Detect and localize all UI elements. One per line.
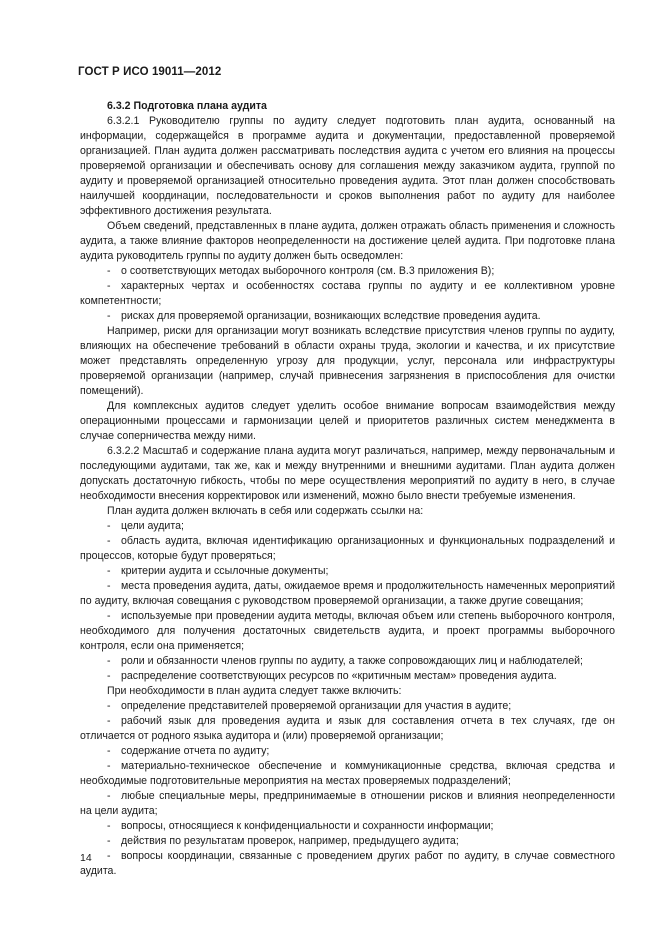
paragraph: Объем сведений, представленных в плане аудита, должен отражать область применения и сложность аудита, а также влияние факторов неопределенности на достижение целей аудита. При подготовке плана аудита руководитель группы по аудиту должен быть осведомлен: [80, 220, 615, 262]
dash-marker: - [107, 670, 111, 682]
paragraph: 6.3.2.2 Масштаб и содержание плана аудита могут различаться, например, между первоначальным и последующими аудитами, так же, как и между внутренними и внешними аудитами. План аудита должен допускать достаточную гибкость, чтобы по мере осуществления мероприятий по аудиту в него, в случае необходимости внесения корректировок или изменений, можно было внести требуемые изменения. [80, 445, 615, 502]
list-item [80, 819, 615, 834]
dash-marker: - [107, 850, 111, 862]
standard-header: ГОСТ Р ИСО 19011—2012 [78, 66, 222, 78]
paragraph: Например, риски для организации могут возникать вследствие присутствия членов группы по аудиту, влияющих на обеспечение требований в области охраны труда, экологии и качества, и их присутствие может представлять определенную угрозу для продукции, услуг, персонала или инфраструктуры проверяемой организации (например, случай привнесения загрязнения в приспособления для очистки помещений). [80, 325, 615, 397]
dash-marker: - [107, 760, 111, 772]
list-item-text: содержание отчета по аудиту; [121, 745, 270, 757]
list-item-text: используемые при проведении аудита методы, включая объем или степень выборочного контроля, необходимого для получения достаточных свидетельств аудита, и проект программы выборочного контроля, если она применяется; [80, 610, 615, 652]
list-item [80, 309, 615, 324]
paragraph: При необходимости в план аудита следует также включить: [107, 685, 402, 697]
dash-marker: - [107, 565, 111, 577]
list-item-text: цели аудита; [121, 520, 184, 532]
dash-marker: - [107, 310, 111, 322]
list-item [80, 669, 615, 684]
dash-marker: - [107, 745, 111, 757]
list-item-text: роли и обязанности членов группы по аудиту, а также сопровождающих лиц и наблюдателей; [121, 655, 583, 667]
page-number: 14 [80, 852, 92, 864]
dash-marker: - [107, 790, 111, 802]
list-item [80, 654, 615, 669]
dash-marker: - [107, 265, 111, 277]
list-item-text: вопросы координации, связанные с проведением других работ по аудиту, в случае совместного аудита. [80, 850, 615, 877]
paragraph: 6.3.2.1 Руководителю группы по аудиту следует подготовить план аудита, основанный на информации, содержащейся в программе аудита и документации, предоставленной проверяемой организацией. План аудита должен рассматривать последствия аудита с учетом его влияния на процессы проверяемой организации и обеспечивать основу для соглашения между заказчиком аудита, группой по аудиту и проверяемой организацией относительно проведения аудита. Этот план должен способствовать наилучшей координации, последовательности и сроков выполнения работ по аудиту для наиболее эффективного достижения результата. [80, 115, 615, 217]
list-item [80, 834, 615, 849]
paragraph: План аудита должен включать в себя или содержать ссылки на: [107, 505, 424, 517]
list-item-text: распределение соответствующих ресурсов по «критичным местам» проведения аудита. [121, 670, 557, 682]
section-heading: 6.3.2 Подготовка плана аудита [107, 100, 267, 112]
list-item [80, 714, 615, 744]
dash-marker: - [107, 700, 111, 712]
list-item [80, 519, 615, 534]
dash-marker: - [107, 580, 111, 592]
dash-marker: - [107, 835, 111, 847]
list-item-text: характерных чертах и особенностях состава группы по аудиту и ее коллективном уровне компетентности; [80, 280, 615, 307]
list-item [80, 564, 615, 579]
paragraph: Для комплексных аудитов следует уделить особое внимание вопросам взаимодействия между операционными процессами и гармонизации целей и приоритетов различных систем менеджмента в случае соперничества между ними. [80, 400, 615, 442]
dash-marker: - [107, 280, 111, 292]
dash-marker: - [107, 520, 111, 532]
list-item-text: рабочий язык для проведения аудита и язык для составления отчета в тех случаях, где он отличается от родного языка аудитора и (или) проверяемой организации; [80, 715, 615, 742]
list-item-text: действия по результатам проверок, например, предыдущего аудита; [121, 835, 459, 847]
list-item [80, 849, 615, 879]
list-item [80, 759, 615, 789]
list-item-text: определение представителей проверяемой организации для участия в аудите; [121, 700, 512, 712]
list-item-text: критерии аудита и ссылочные документы; [121, 565, 329, 577]
dash-marker: - [107, 820, 111, 832]
list-item-text: область аудита, включая идентификацию организационных и функциональных подразделений и процессов, которые будут проверяться; [80, 535, 615, 562]
dash-marker: - [107, 715, 111, 727]
dash-marker: - [107, 535, 111, 547]
list-item-text: любые специальные меры, предпринимаемые в отношении рисков и влияния неопределенности на цели аудита; [80, 790, 615, 817]
list-item-text: рисках для проверяемой организации, возникающих вследствие проведения аудита. [121, 310, 541, 322]
dash-marker: - [107, 610, 111, 622]
list-item [80, 534, 615, 564]
list-item [80, 579, 615, 609]
list-item-text: о соответствующих методах выборочного контроля (см. В.3 приложения В); [121, 265, 495, 277]
list-item [80, 789, 615, 819]
list-item-text: места проведения аудита, даты, ожидаемое время и продолжительность намеченных мероприятий по аудиту, включая совещания с руководством проверяемой организации, а также другие совещания; [80, 580, 615, 607]
dash-marker: - [107, 655, 111, 667]
list-item-text: материально-техническое обеспечение и коммуникационные средства, включая средства и необходимые подготовительные мероприятия на местах проверяемых подразделений; [80, 760, 615, 787]
document-body [80, 99, 615, 879]
list-item [80, 609, 615, 654]
list-item [80, 264, 615, 279]
list-item-text: вопросы, относящиеся к конфиденциальности и сохранности информации; [121, 820, 494, 832]
list-item [80, 279, 615, 309]
list-item [80, 699, 615, 714]
list-item [80, 744, 615, 759]
